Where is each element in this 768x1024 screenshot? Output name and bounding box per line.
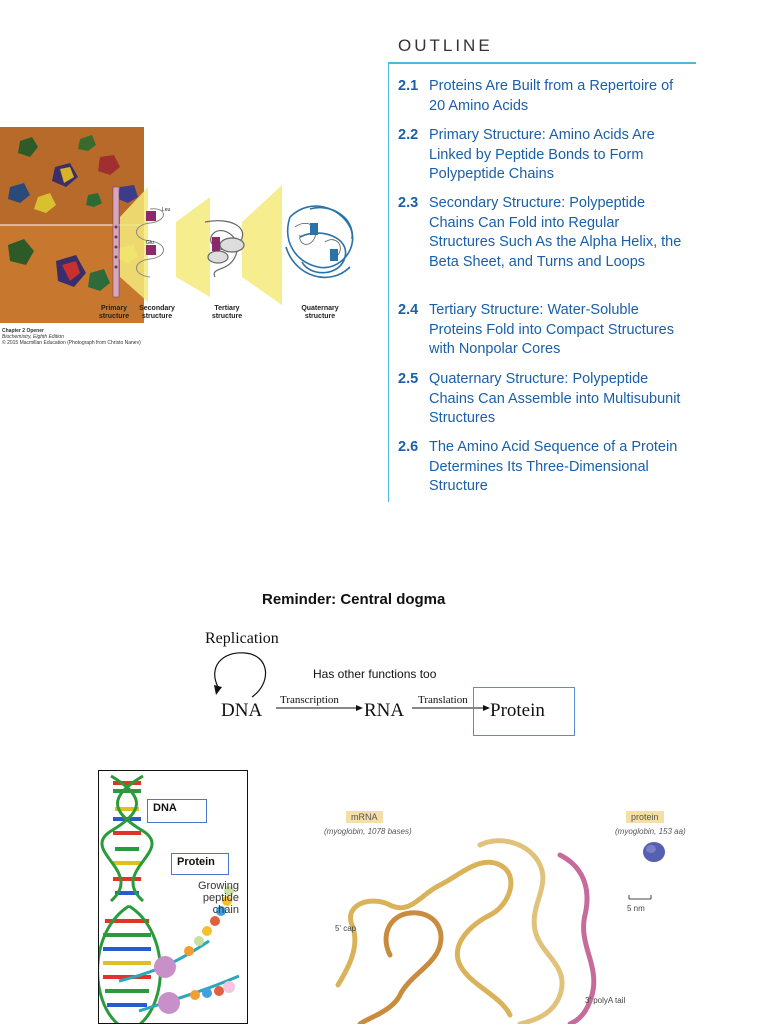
dna-term: DNA xyxy=(221,700,263,721)
mrna-label: mRNA xyxy=(346,811,383,823)
mrna-strand-yellow xyxy=(338,862,511,1015)
outline-item-number: 2.4 xyxy=(398,302,419,318)
growing-line-2: peptide xyxy=(202,892,239,904)
outline-vertical-rule xyxy=(388,62,389,502)
residue-glu: Glu xyxy=(146,240,154,246)
protein-callout: Protein xyxy=(171,853,229,875)
outline-item-text: Tertiary Structure: Water-Soluble Proteins Fold into Compact Structures with Nonpolar Cores xyxy=(429,302,674,357)
other-functions-note: Has other functions too xyxy=(313,667,437,681)
scale-label: 5 nm xyxy=(627,904,645,913)
caption-line-1: Chapter 2 Opener xyxy=(2,328,44,334)
outline-item-2-2 xyxy=(398,126,688,185)
protein-caption: (myoglobin, 153 aa) xyxy=(615,827,686,836)
primary-chain xyxy=(113,187,119,297)
replication-loop-arrow xyxy=(215,653,266,697)
rna-term: RNA xyxy=(364,700,405,721)
label-quaternary-structure: Quaternary structure xyxy=(301,305,339,320)
growing-line-3: chain xyxy=(212,904,239,916)
outline-item-number: 2.3 xyxy=(398,195,419,211)
label-tertiary-structure: Tertiary structure xyxy=(211,305,243,320)
residue-leu: Leu xyxy=(162,207,171,213)
tertiary-structure xyxy=(205,221,244,277)
translation-label: Translation xyxy=(418,694,468,706)
label-secondary-structure: Secondary structure xyxy=(139,305,175,320)
scale-bar xyxy=(628,893,652,901)
outline-item-number: 2.5 xyxy=(398,371,419,387)
outline-item-2-3 xyxy=(398,194,688,272)
outline-item-text: Proteins Are Built from a Repertoire of 20 Amino Acids xyxy=(429,78,674,114)
dna-callout: DNA xyxy=(147,799,207,823)
protein-label: protein xyxy=(626,811,664,823)
outline-item-2-6 xyxy=(398,438,688,497)
outline-item-text: Primary Structure: Amino Acids Are Linked by Peptide Bonds to Form Polypeptide Chains xyxy=(429,127,655,182)
outline-title: OUTLINE xyxy=(398,36,493,55)
outline-item-text: The Amino Acid Sequence of a Protein Determines Its Three-Dimensional Structure xyxy=(429,439,678,494)
replication-label: Replication xyxy=(205,630,279,647)
caption-line-2: Biochemistry, Eighth Edition xyxy=(2,334,64,340)
protein-structure-illustration xyxy=(0,127,380,327)
outline-item-2-4 xyxy=(398,301,688,360)
outline-item-text: Secondary Structure: Polypeptide Chains Can Fold into Regular Structures Such As the Alpha Helix, the Beta Sheet, and Turns and Loops xyxy=(429,195,682,270)
label-primary-structure: Primary structure xyxy=(98,305,130,320)
myoglobin-protein-blob xyxy=(640,839,668,865)
mrna-strand-orange xyxy=(360,913,441,1024)
polya-tail-label: 3' polyA tail xyxy=(585,996,626,1005)
outline-item-text: Quaternary Structure: Polypeptide Chains Can Assemble into Multisubunit Structures xyxy=(429,371,681,426)
protein-term: Protein xyxy=(490,700,545,721)
protein-structure-figure xyxy=(0,127,380,327)
outline-item-number: 2.1 xyxy=(398,78,419,94)
mrna-caption: (myoglobin, 1078 bases) xyxy=(324,827,412,836)
central-dogma-title: Reminder: Central dogma xyxy=(262,591,446,608)
growing-peptide-chain-label xyxy=(198,880,239,916)
outline-item-number: 2.2 xyxy=(398,127,419,143)
caption-line-3: © 2015 Macmillan Education (Photograph from Christo Nanev) xyxy=(2,340,141,346)
growing-line-1: Growing xyxy=(198,880,239,892)
outline-item-2-5 xyxy=(398,370,688,429)
five-prime-cap-label: 5' cap xyxy=(335,924,357,933)
outline-divider xyxy=(388,62,696,64)
transcription-label: Transcription xyxy=(280,694,339,706)
outline-item-2-1 xyxy=(398,77,688,116)
quaternary-structure xyxy=(286,206,353,277)
outline-item-number: 2.6 xyxy=(398,439,419,455)
figure-caption xyxy=(2,328,141,346)
